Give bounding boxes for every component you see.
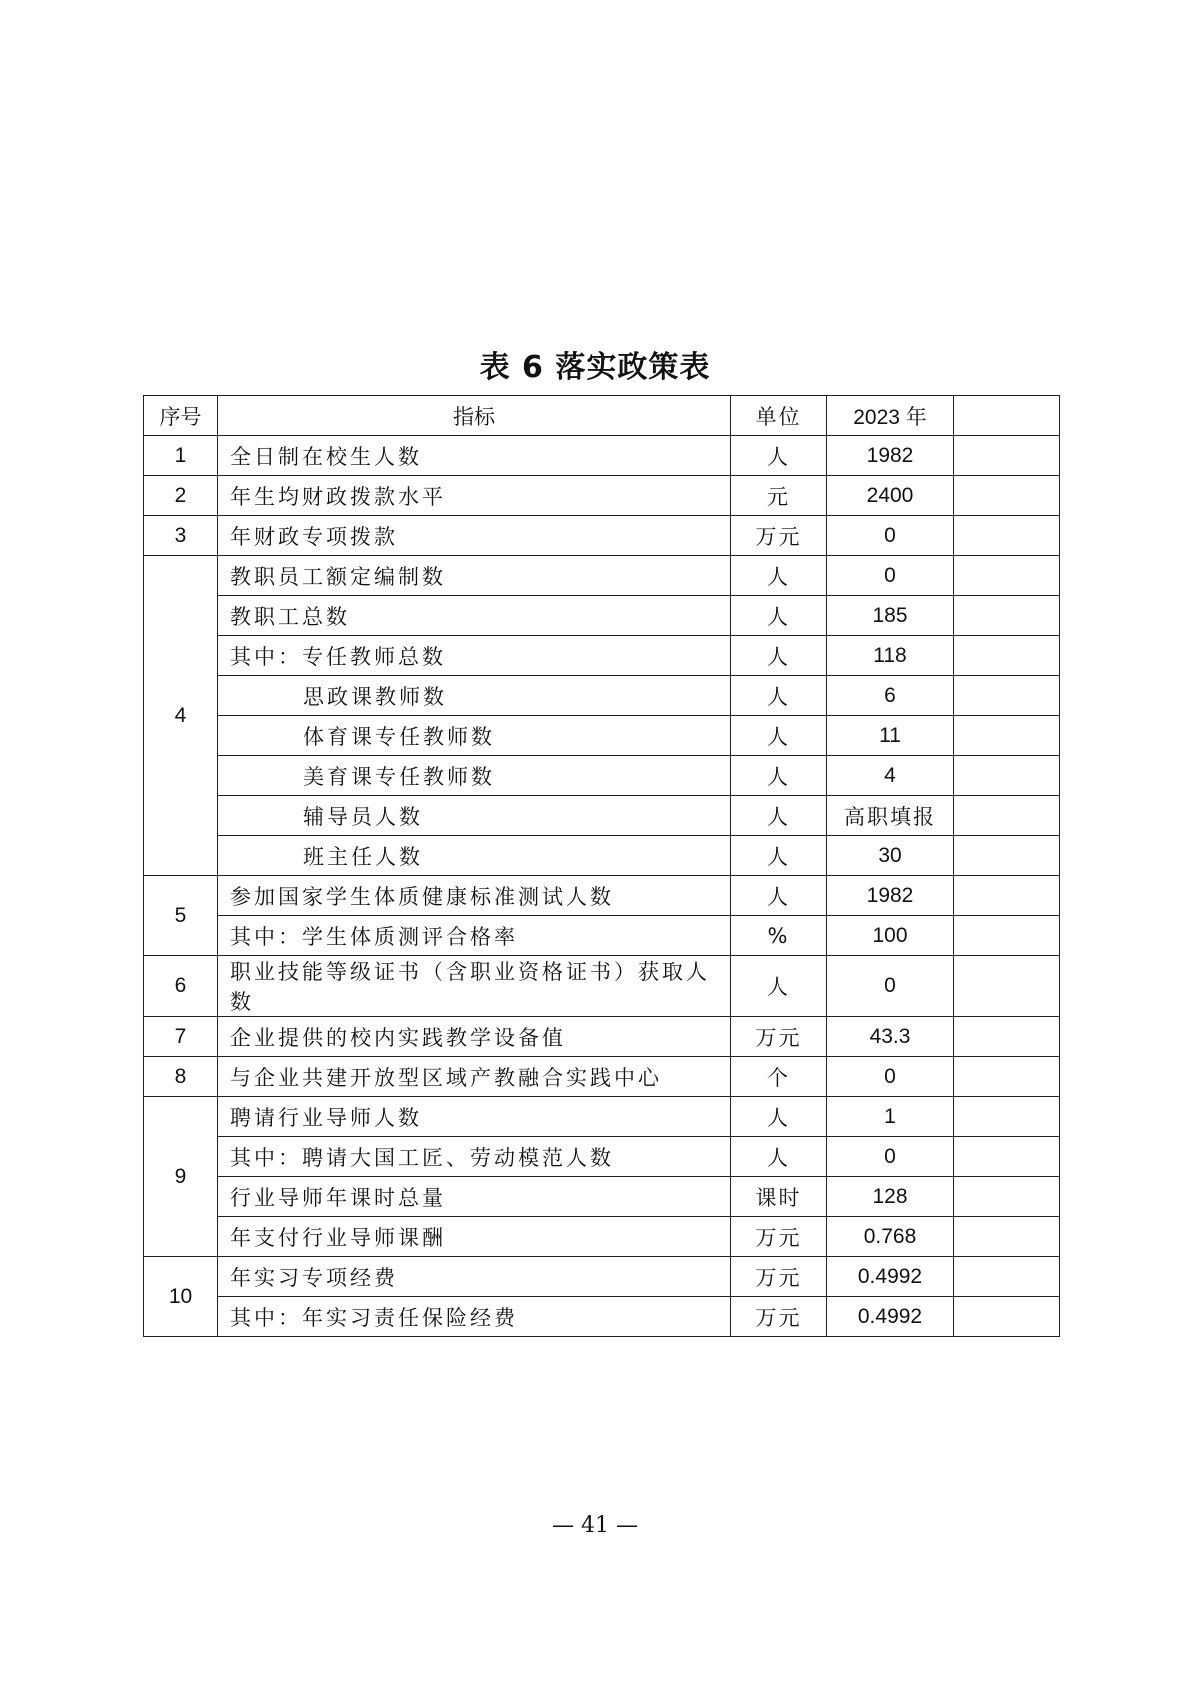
value-cell: 0.4992 [827, 1297, 954, 1337]
value-cell: 0 [827, 1057, 954, 1097]
indicator-cell: 其中：学生体质测评合格率 [218, 916, 731, 956]
extra-cell [954, 1097, 1060, 1137]
unit-cell: 万元 [731, 516, 827, 556]
unit-cell: 人 [731, 796, 827, 836]
indicator-cell: 其中：年实习责任保险经费 [218, 1297, 731, 1337]
value-cell: 128 [827, 1177, 954, 1217]
extra-cell [954, 1257, 1060, 1297]
header-unit: 单位 [731, 396, 827, 436]
unit-cell: 课时 [731, 1177, 827, 1217]
indicator-cell: 其中：专任教师总数 [218, 636, 731, 676]
extra-cell [954, 476, 1060, 516]
value-cell: 0 [827, 956, 954, 1017]
row-number: 6 [144, 956, 218, 1017]
unit-cell: 万元 [731, 1297, 827, 1337]
extra-cell [954, 1017, 1060, 1057]
table-row [144, 636, 1060, 676]
value-cell: 0.4992 [827, 1257, 954, 1297]
indicator-cell: 参加国家学生体质健康标准测试人数 [218, 876, 731, 916]
table-row [144, 716, 1060, 756]
row-number: 2 [144, 476, 218, 516]
table-row [144, 796, 1060, 836]
extra-cell [954, 956, 1060, 1017]
value-cell: 高职填报 [827, 796, 954, 836]
indicator-cell: 年支付行业导师课酬 [218, 1217, 731, 1257]
policy-table [143, 395, 1060, 1337]
table-row [144, 1017, 1060, 1057]
extra-cell [954, 756, 1060, 796]
indicator-cell: 教职员工额定编制数 [218, 556, 731, 596]
indicator-cell: 其中：聘请大国工匠、劳动模范人数 [218, 1137, 731, 1177]
value-cell: 0 [827, 556, 954, 596]
indicator-cell: 年财政专项拨款 [218, 516, 731, 556]
extra-cell [954, 716, 1060, 756]
extra-cell [954, 636, 1060, 676]
value-cell: 1982 [827, 436, 954, 476]
row-number: 8 [144, 1057, 218, 1097]
table-row [144, 1097, 1060, 1137]
indicator-cell: 美育课专任教师数 [218, 756, 731, 796]
header-no: 序号 [144, 396, 218, 436]
table-row [144, 556, 1060, 596]
extra-cell [954, 1297, 1060, 1337]
value-cell: 100 [827, 916, 954, 956]
table-row [144, 836, 1060, 876]
table-body [144, 436, 1060, 1337]
indicator-cell: 班主任人数 [218, 836, 731, 876]
header-extra [954, 396, 1060, 436]
table-row [144, 476, 1060, 516]
indicator-cell: 全日制在校生人数 [218, 436, 731, 476]
value-cell: 0 [827, 516, 954, 556]
extra-cell [954, 1217, 1060, 1257]
row-number: 10 [144, 1257, 218, 1337]
value-cell: 4 [827, 756, 954, 796]
table-row [144, 876, 1060, 916]
table-row [144, 1057, 1060, 1097]
table-row [144, 1297, 1060, 1337]
unit-cell: 人 [731, 756, 827, 796]
row-number: 5 [144, 876, 218, 956]
row-number: 1 [144, 436, 218, 476]
extra-cell [954, 876, 1060, 916]
table-row [144, 596, 1060, 636]
unit-cell: 元 [731, 476, 827, 516]
value-cell: 1982 [827, 876, 954, 916]
unit-cell: 个 [731, 1057, 827, 1097]
header-indicator: 指标 [218, 396, 731, 436]
value-cell: 2400 [827, 476, 954, 516]
extra-cell [954, 596, 1060, 636]
table-title: 表 6 落实政策表 [479, 350, 711, 385]
value-cell: 30 [827, 836, 954, 876]
extra-cell [954, 516, 1060, 556]
table-row [144, 1177, 1060, 1217]
unit-cell: 人 [731, 876, 827, 916]
unit-cell: 万元 [731, 1257, 827, 1297]
extra-cell [954, 1137, 1060, 1177]
table-row [144, 436, 1060, 476]
value-cell: 11 [827, 716, 954, 756]
extra-cell [954, 796, 1060, 836]
table-row [144, 916, 1060, 956]
value-cell: 6 [827, 676, 954, 716]
value-cell: 0 [827, 1137, 954, 1177]
unit-cell: 人 [731, 1097, 827, 1137]
table-row [144, 516, 1060, 556]
table-header-row [144, 396, 1060, 436]
unit-cell: 人 [731, 956, 827, 1017]
value-cell: 118 [827, 636, 954, 676]
value-cell: 43.3 [827, 1017, 954, 1057]
indicator-cell: 职业技能等级证书（含职业资格证书）获取人数 [218, 956, 731, 1017]
row-number: 9 [144, 1097, 218, 1257]
table-row [144, 956, 1060, 1017]
extra-cell [954, 676, 1060, 716]
unit-cell: 人 [731, 436, 827, 476]
page-number: — 41 — [552, 1513, 638, 1538]
table-row [144, 1257, 1060, 1297]
extra-cell [954, 1057, 1060, 1097]
unit-cell: % [731, 916, 827, 956]
indicator-cell: 与企业共建开放型区域产教融合实践中心 [218, 1057, 731, 1097]
unit-cell: 人 [731, 836, 827, 876]
table-row [144, 676, 1060, 716]
unit-cell: 人 [731, 676, 827, 716]
table-row [144, 1217, 1060, 1257]
value-cell: 0.768 [827, 1217, 954, 1257]
table-row [144, 756, 1060, 796]
indicator-cell: 年生均财政拨款水平 [218, 476, 731, 516]
unit-cell: 人 [731, 556, 827, 596]
indicator-cell: 聘请行业导师人数 [218, 1097, 731, 1137]
row-number: 3 [144, 516, 218, 556]
unit-cell: 人 [731, 596, 827, 636]
indicator-cell: 教职工总数 [218, 596, 731, 636]
row-number: 7 [144, 1017, 218, 1057]
indicator-cell: 思政课教师数 [218, 676, 731, 716]
unit-cell: 人 [731, 716, 827, 756]
extra-cell [954, 556, 1060, 596]
unit-cell: 万元 [731, 1017, 827, 1057]
indicator-cell: 企业提供的校内实践教学设备值 [218, 1017, 731, 1057]
row-number: 4 [144, 556, 218, 876]
table-row [144, 1137, 1060, 1177]
unit-cell: 人 [731, 636, 827, 676]
unit-cell: 人 [731, 1137, 827, 1177]
indicator-cell: 体育课专任教师数 [218, 716, 731, 756]
value-cell: 1 [827, 1097, 954, 1137]
extra-cell [954, 1177, 1060, 1217]
indicator-cell: 辅导员人数 [218, 796, 731, 836]
indicator-cell: 行业导师年课时总量 [218, 1177, 731, 1217]
header-year: 2023 年 [827, 396, 954, 436]
value-cell: 185 [827, 596, 954, 636]
indicator-cell: 年实习专项经费 [218, 1257, 731, 1297]
extra-cell [954, 836, 1060, 876]
unit-cell: 万元 [731, 1217, 827, 1257]
extra-cell [954, 436, 1060, 476]
extra-cell [954, 916, 1060, 956]
